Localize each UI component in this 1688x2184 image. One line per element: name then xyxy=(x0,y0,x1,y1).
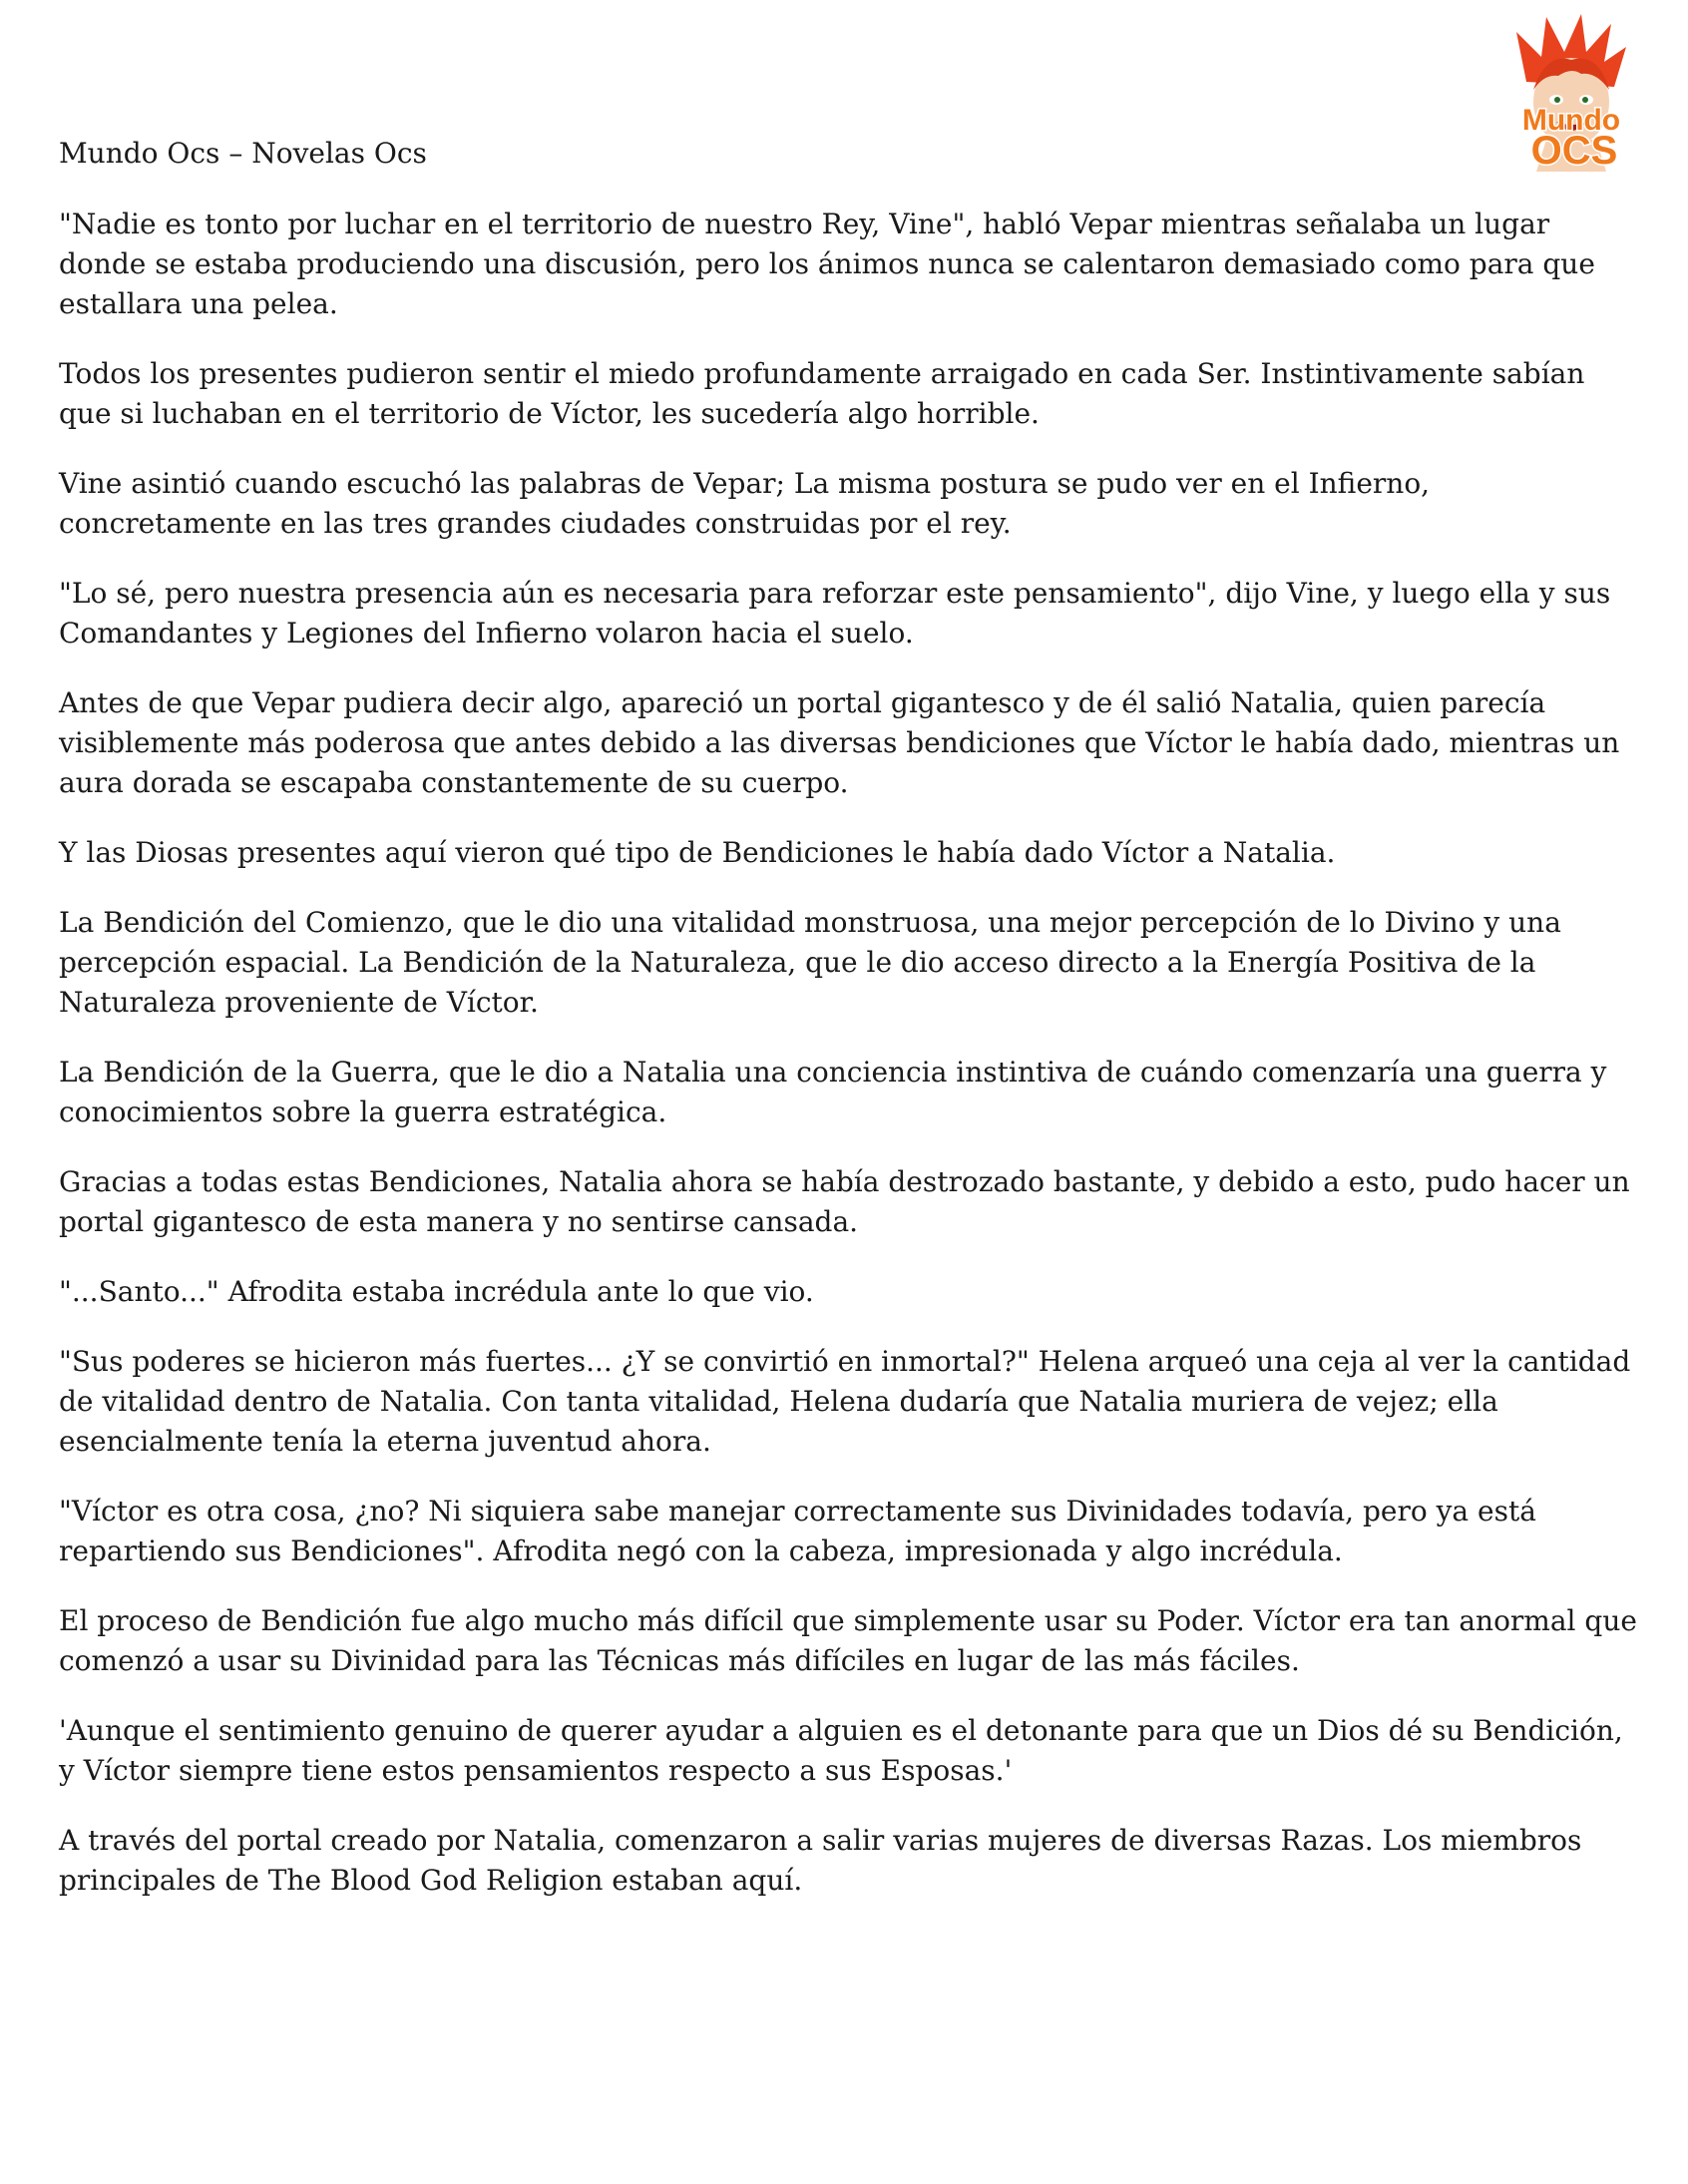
paragraph: El proceso de Bendición fue algo mucho más difícil que simplemente usar su Poder. Víctor era tan anormal que comenzó a usar su Divinidad para las Técnicas más difíciles en lugar de las más fáciles. xyxy=(59,1604,1637,1677)
paragraph: Gracias a todas estas Bendiciones, Natalia ahora se había destrozado bastante, y debido a esto, pudo hacer un portal gigantesco de esta manera y no sentirse cansada. xyxy=(59,1165,1630,1238)
paragraph: "Nadie es tonto por luchar en el territorio de nuestro Rey, Vine", habló Vepar mientras señalaba un lugar donde se estaba produciendo una discusión, pero los ánimos nunca se calentaron demasiado como para que estallara una pelea. xyxy=(59,208,1595,320)
paragraph: Y las Diosas presentes aquí vieron qué tipo de Bendiciones le había dado Víctor a Natalia. xyxy=(59,836,1336,869)
chapter-body xyxy=(59,205,1645,1931)
mascot-face-icon xyxy=(1486,12,1656,182)
mundo-ocs-logo xyxy=(1486,12,1656,182)
site-title: Mundo Ocs – Novelas Ocs xyxy=(59,137,427,170)
paragraph: La Bendición del Comienzo, que le dio una vitalidad monstruosa, una mejor percepción de lo Divino y una percepción espacial. La Bendición de la Naturaleza, que le dio acceso directo a la Energía Positiva de la Naturaleza proveniente de Víctor. xyxy=(59,906,1561,1019)
paragraph: Antes de que Vepar pudiera decir algo, apareció un portal gigantesco y de él salió Natalia, quien parecía visiblemente más poderosa que antes debido a las diversas bendiciones que Víctor le había dado, mientras un aura dorada se escapaba constantemente de su cuerpo. xyxy=(59,686,1620,799)
paragraph: Vine asintió cuando escuchó las palabras de Vepar; La misma postura se pudo ver en el Infierno, concretamente en las tres grandes ciudades construidas por el rey. xyxy=(59,467,1431,540)
paragraph: A través del portal creado por Natalia, comenzaron a salir varias mujeres de diversas Razas. Los miembros principales de The Blood God Religion estaban aquí. xyxy=(59,1824,1582,1897)
paragraph: "Lo sé, pero nuestra presencia aún es necesaria para reforzar este pensamiento", dijo Vine, y luego ella y sus Comandantes y Legiones del Infierno volaron hacia el suelo. xyxy=(59,577,1611,650)
paragraph: "Víctor es otra cosa, ¿no? Ni siquiera sabe manejar correctamente sus Divinidades todavía, pero ya está repartiendo sus Bendiciones". Afrodita negó con la cabeza, impresionada y algo incrédula. xyxy=(59,1495,1536,1567)
paragraph: 'Aunque el sentimiento genuino de querer ayudar a alguien es el detonante para que un Dios dé su Bendición, y Víctor siempre tiene estos pensamientos respecto a sus Esposas.' xyxy=(59,1714,1623,1787)
svg-text:OCS: OCS xyxy=(1530,129,1618,173)
paragraph: Todos los presentes pudieron sentir el miedo profundamente arraigado en cada Ser. Instintivamente sabían que si luchaban en el territorio de Víctor, les sucedería algo horrible. xyxy=(59,357,1585,430)
paragraph: "...Santo..." Afrodita estaba incrédula ante lo que vio. xyxy=(59,1275,814,1308)
svg-text:Mundo: Mundo xyxy=(1521,104,1621,137)
paragraph: La Bendición de la Guerra, que le dio a Natalia una conciencia instintiva de cuándo comenzaría una guerra y conocimientos sobre la guerra estratégica. xyxy=(59,1056,1607,1128)
paragraph: "Sus poderes se hicieron más fuertes... ¿Y se convirtió en inmortal?" Helena arqueó una ceja al ver la cantidad de vitalidad dentro de Natalia. Con tanta vitalidad, Helena dudaría que Natalia muriera de vejez; ella esencialmente tenía la eterna juventud ahora. xyxy=(59,1345,1631,1458)
